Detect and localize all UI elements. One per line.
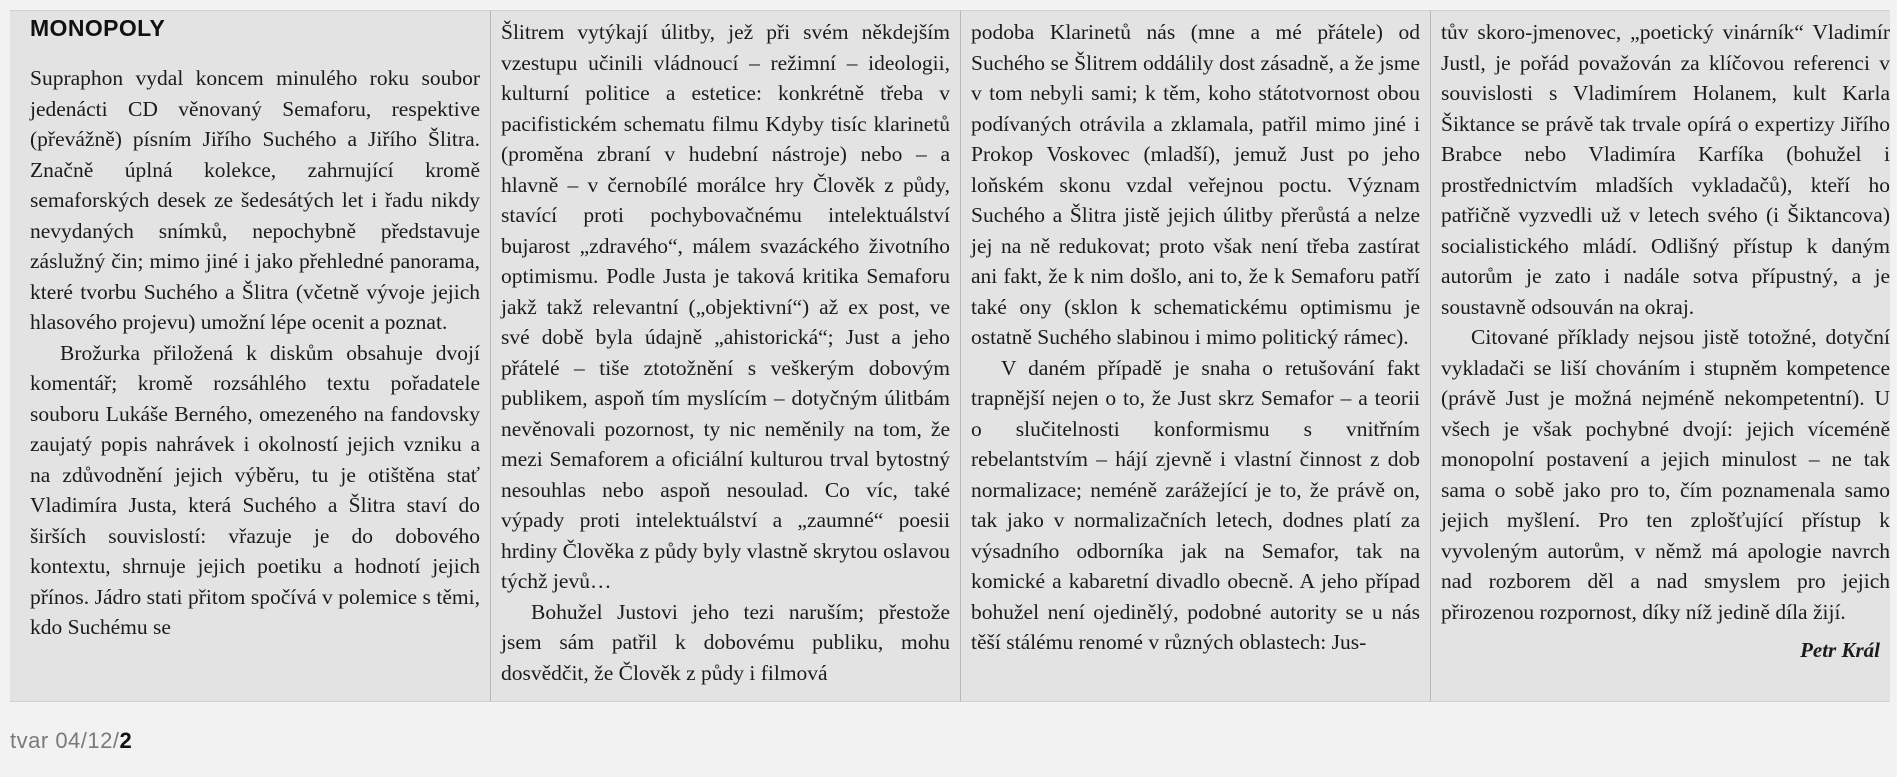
page-footer: [10, 728, 132, 754]
footer-separator: /: [80, 728, 88, 753]
article-heading: MONOPOLY: [30, 15, 166, 41]
paragraph: V daném případě je snaha o retušování fakt trapnější nejen o to, že Just skrz Semafor – a teorii o slučitelnosti konformismu s vnitřním rebelantstvím – hájí zjevně i vlastní činnost z dob normalizace; neméně zarážející je to, že právě on, tak jako v normalizačních letech, dodnes platí za výsadního odborníka jak na Semafor, tak na komické a kabaretní divadlo obecně. A jeho případ bohužel není ojedinělý, podobné autority se u nás těší stálému renomé v různých oblastech: Jus-: [971, 355, 1420, 654]
paragraph: Bohužel Justovi jeho tezi naruším; přestože jsem sám patřil k dobovému publiku, mohu dosvědčit, že Člověk z půdy i filmová: [501, 599, 950, 685]
article-columns: [20, 11, 1890, 701]
magazine-name: tvar: [10, 728, 49, 753]
author-byline: Petr Král: [1800, 638, 1880, 662]
paragraph: tův skoro-jmenovec, „poetický vinárník“ Vladimír Justl, je pořád považován za klíčovou referenci v souvislosti s Vladimírem Holanem, kult Karla Šiktance se právě tak trvale opírá o expertizy Jiřího Brabce nebo Vladimíra Karfíka (bohužel i prostřednictvím mladších vykladačů), kteří ho patřičně vyzvedli už v letech svého (i Šiktancova) socialistického mládí. Odlišný přístup k daným autorům je zato i nadále sotva přípustný, a je soustavně odsouván na okraj.: [1441, 20, 1890, 319]
page-number: 2: [119, 728, 133, 753]
issue-number: 04: [55, 728, 81, 753]
column-3: [960, 11, 1430, 701]
footer-separator: /: [112, 728, 120, 753]
column-2: [490, 11, 960, 701]
article: [10, 10, 1890, 702]
paragraph: Citované příklady nejsou jistě totožné, dotyční vykladači se liší chováním i stupněm kompetence (právě Just je možná nejméně nekompetentní). U všech je však pochybné dvojí: jejich víceméně monopolní postavení a jejich minulost – ne tak sama o sobě jako pro to, čím poznamenala samo jejich myšlení. Pro ten zplošťující přístup k vyvoleným autorům, v němž má apologie navrch nad rozborem děl a nad smyslem pro jejich přirozenou rozpornost, díky níž jedině díla žijí.: [1441, 325, 1890, 624]
issue-year: 12: [87, 728, 113, 753]
paragraph: Supraphon vydal koncem minulého roku soubor jedenácti CD věnovaný Semaforu, respektive (převážně) písním Jiřího Suchého a Jiřího Šlitra. Značně úplná kolekce, zahrnující kromě semaforských desek ze šedesátých let i řadu nikdy nevydaných snímků, nepochybně představuje záslužný čin; mimo jiné i jako přehledné panorama, které tvorbu Suchého a Šlitra (včetně vývoje jejich hlasového projevu) umožní lépe ocenit a poznat.: [30, 66, 480, 334]
column-1: [20, 11, 490, 701]
paragraph: Šlitrem vytýkají úlitby, jež při svém někdejším vzestupu učinili vládnoucí – režimní – ideologii, kulturní politice a estetice: konkrétně třeba v pacifistickém schematu filmu Kdyby tisíc klarinetů (proměna zbraní v hudební nástroje) nebo – a hlavně – v černobílé morálce hry Člověk z půdy, stavící proti pochybovačnému intelektuálství bujarost „zdravého“, málem svazáckého životního optimismu. Podle Justa je taková kritika Semaforu jakž takž relevantní („objektivní“) až ex post, ve své době byla údajně „ahistorická“; Just a jeho přátelé – tiše ztotožnění s veškerým dobovým publikem, aspoň tím myslícím – dotyčným úlitbám nevěnovali pozornost, ty nic neměnily na tom, že mezi Semaforem a oficiální kulturou trval bytostný nesouhlas nebo aspoň nesoulad. Co víc, také výpady proti intelektuálství a „zaumné“ poesii hrdiny Člověka z půdy byly vlastně skrytou oslavou týchž jevů…: [501, 20, 950, 593]
paragraph: podoba Klarinetů nás (mne a mé přátele) od Suchého se Šlitrem oddálily dost zásadně, a že jsme v tom nebyli sami; k těm, koho státotvornost obou podívaných otrávila a zklamala, patřil mimo jiné i Prokop Voskovec (mladší), jemuž Just po jeho loňském skonu vzdal veřejnou poctu. Význam Suchého a Šlitra jistě jejich úlitby přerůstá a nelze jej na ně redukovat; proto však není třeba zastírat ani fakt, že k nim došlo, ani to, že k Semaforu patří také ony (sklon k schematickému optimismu je ostatně Suchého slabinou i mimo politický rámec).: [971, 20, 1420, 349]
paragraph: Brožurka přiložená k diskům obsahuje dvojí komentář; kromě rozsáhlého textu pořadatele souboru Lukáše Berného, omezeného na fandovsky zaujatý popis nahrávek i okolností jejich vzniku a na zdůvodnění jejich výběru, tu je otištěna stať Vladimíra Justa, která Suchého a Šlitra staví do širších souvislostí: vřazuje je do dobového kontextu, shrnuje jejich poetiku a hodnotí jejich přínos. Jádro stati přitom spočívá v polemice s těmi, kdo Suchému se: [30, 340, 480, 639]
column-4: [1430, 11, 1890, 701]
